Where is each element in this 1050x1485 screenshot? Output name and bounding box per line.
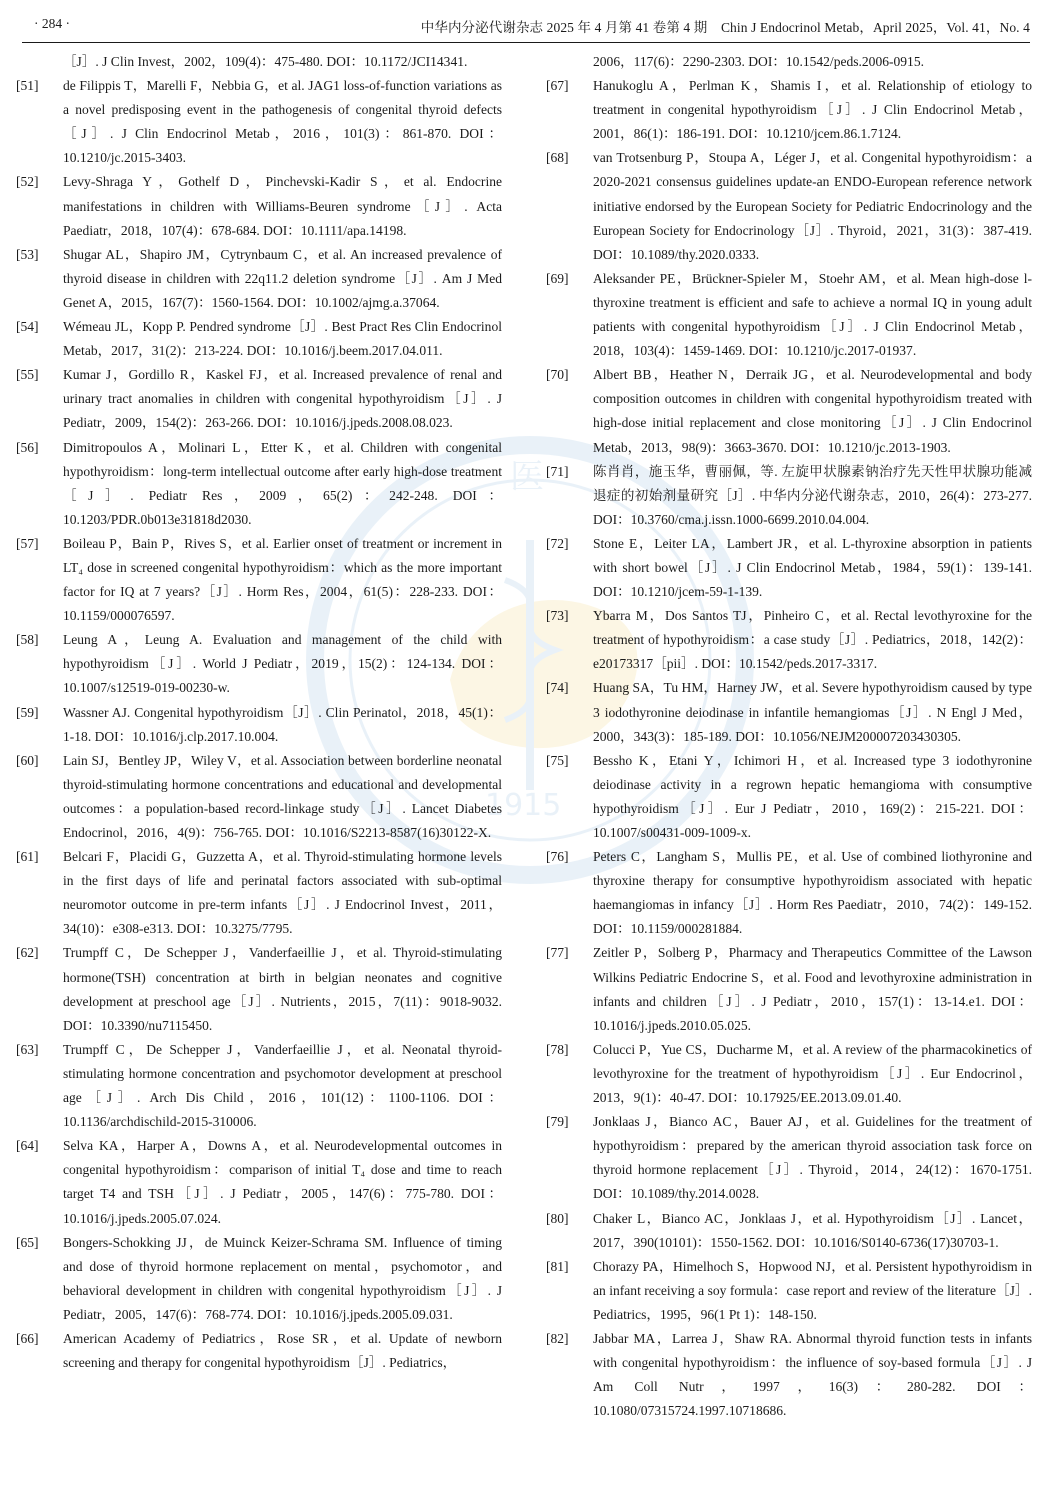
reference-text: Wassner AJ. Congenital hypothyroidism［J］. Clin Perinatol，2018，45(1)：1-18. DOI：10.1016/j.clp.2017.10.004. [63, 704, 502, 744]
reference-item [546, 604, 1032, 676]
reference-number: [59] [16, 704, 39, 720]
reference-item [546, 845, 1032, 941]
reference-item [546, 74, 1032, 146]
page-number: · 284 · [34, 16, 70, 31]
reference-number: [71] [546, 463, 569, 479]
reference-text: Bongers-Schokking JJ，de Muinck Keizer-Schrama SM. Influence of timing and dose of thyroid hormone replacement on mental，psychomotor，and behavioral development in children with congenital hypothyroidism［J］. J Pediatr，2005，147(6)：768-774. DOI：10.1016/j.jpeds.2005.09.031. [63, 1234, 502, 1322]
reference-item [16, 845, 502, 941]
reference-continuation: 2006，117(6)：2290-2303. DOI：10.1542/peds.2006-0915. [593, 54, 924, 69]
reference-item [16, 532, 502, 628]
reference-number: [72] [546, 535, 569, 551]
reference-item [16, 1327, 502, 1375]
reference-item [16, 170, 502, 242]
reference-text: Shugar AL，Shapiro JM，Cytrynbaum C，et al. An increased prevalence of thyroid disease in children with 22q11.2 deletion syndrome［J］. Am J Med Genet A，2015，167(7)：1560-1564. DOI：10.1002/ajmg.a.37064. [63, 246, 502, 310]
reference-item [546, 676, 1032, 748]
reference-item [16, 628, 502, 700]
reference-text: Aleksander PE，Brückner-Spieler M，Stoehr AM，et al. Mean high-dose l-thyroxine treatment is efficient and safe to achieve a normal IQ in young adult patients with congenital hypothyroidism［J］. J Clin Endocrinol Metab，2018，103(4)：1459-1469. DOI：10.1210/jc.2017-01937. [593, 270, 1032, 359]
reference-item [16, 749, 502, 845]
reference-number: [74] [546, 680, 569, 696]
reference-text: Bessho K，Etani Y，Ichimori H，et al. Increased type 3 iodothyronine deiodinase activity in a regrown hepatic hemangioma with consumptive hypothyroidism［J］. Eur J Pediatr，2010，169(2)：215-221. DOI：10.1007/s00431-009-1009-x. [593, 752, 1032, 840]
reference-text: Dimitropoulos A，Molinari L，Etter K，et al. Children with congenital hypothyroidism：long-term intellectual outcome after early high-dose treatment［J］. Pediatr Res，2009，65(2)：242-248. DOI：10.1203/PDR.0b013e31818d2030. [63, 439, 502, 527]
reference-number: [70] [546, 367, 569, 383]
left-column [16, 50, 502, 1375]
reference-number: [56] [16, 439, 39, 455]
reference-number: [81] [546, 1258, 569, 1274]
reference-number: [63] [16, 1041, 39, 1057]
reference-number: [51] [16, 78, 39, 94]
reference-item [16, 701, 502, 749]
reference-item [546, 532, 1032, 604]
reference-text: Lain SJ，Bentley JP，Wiley V，et al. Association between borderline neonatal thyroid-stimulating hormone concentrations and educational and developmental outcomes：a population-based record-linkage study［J］. Lancet Diabetes Endocrinol，2016，4(9)：756-765. DOI：10.1016/S2213-8587(16)30122-X. [63, 752, 502, 840]
reference-text: Levy-Shraga Y，Gothelf D，Pinchevski-Kadir S，et al. Endocrine manifestations in children with Williams-Beuren syndrome［J］. Acta Paediatr，2018，107(4)：678-684. DOI：10.1111/apa.14198. [63, 174, 502, 238]
reference-text: Huang SA，Tu HM，Harney JW，et al. Severe hypothyroidism caused by type 3 iodothyronine deiodinase in infantile hemangiomas［J］. N Engl J Med，2000，343(3)：185-189. DOI：10.1056/NEJM200007203430305. [593, 680, 1032, 744]
reference-number: [65] [16, 1234, 39, 1250]
reference-item [546, 1255, 1032, 1327]
reference-item [16, 1134, 502, 1230]
reference-item [546, 146, 1032, 266]
reference-number: [53] [16, 246, 39, 262]
reference-number: [67] [546, 78, 569, 94]
reference-number: [57] [16, 535, 39, 551]
reference-number: [82] [546, 1330, 569, 1346]
reference-text: Belcari F，Placidi G，Guzzetta A，et al. Thyroid-stimulating hormone levels in the first days of life and perinatal factors associated with sub-optimal neuromotor outcome in pre-term infants［J］. J Endocrinol Invest，2011，34(10)：e308-e313. DOI：10.3275/7795. [63, 849, 502, 937]
reference-text: Chaker L，Bianco AC，Jonklaas J，et al. Hypothyroidism［J］. Lancet，2017，390(10101)：1550-1562. DOI：10.1016/S0140-6736(17)30703-1. [593, 1210, 1032, 1250]
reference-text: Jonklaas J，Bianco AC，Bauer AJ，et al. Guidelines for the treatment of hypothyroidism：prepared by the american thyroid association task force on thyroid hormone replacement［J］. Thyroid，2014，24(12)：1670-1751. DOI：10.1089/thy.2014.0028. [593, 1114, 1032, 1202]
reference-item [16, 1038, 502, 1134]
reference-text: Colucci P，Yue CS，Ducharme M，et al. A review of the pharmacokinetics of levothyroxine for the treatment of hypothyroidism［J］. Eur Endocrinol，2013，9(1)：40-47. DOI：10.17925/EE.2013.09.01.40. [593, 1041, 1032, 1106]
reference-number: [64] [16, 1138, 39, 1154]
reference-text: Boileau P，Bain P，Rives S，et al. Earlier onset of treatment or increment in LT₄ dose in screened congenital hypothyroidism：which as the more important factor for IQ at 7 years?［J］. Horm Res，2004，61(5)：228-233. DOI：10.1159/000076597. [63, 535, 502, 624]
reference-item [16, 74, 502, 170]
reference-text: Leung A，Leung A. Evaluation and management of the child with hypothyroidism［J］. World J Pediatr，2019，15(2)：124-134. DOI：10.1007/s12519-019-00230-w. [63, 632, 502, 696]
journal-running-head: 中华内分泌代谢杂志 2025 年 4 月第 41 卷第 4 期 Chin J Endocrinol Metab，April 2025，Vol. 41，No. 4 [420, 20, 1030, 35]
reference-text: Hanukoglu A，Perlman K，Shamis I，et al. Relationship of etiology to treatment in congenital hypothyroidism［J］. J Clin Endocrinol Metab，2001，86(1)：186-191. DOI：10.1210/jcem.86.1.7124. [593, 78, 1032, 142]
reference-item [546, 749, 1032, 845]
reference-text: Kumar J，Gordillo R，Kaskel FJ，et al. Increased prevalence of renal and urinary tract anomalies in children with congenital hypothyroidism［J］. J Pediatr，2009，154(2)：263-266. DOI：10.1016/j.jpeds.2008.08.023. [63, 367, 502, 431]
reference-item [16, 363, 502, 435]
reference-number: [69] [546, 270, 569, 286]
reference-item [16, 1231, 502, 1327]
reference-text: Ybarra M，Dos Santos TJ，Pinheiro C，et al. Rectal levothyroxine for the treatment of hypothyroidism：a case study［J］. Pediatrics，2018，142(2)：e20173317［pii］. DOI：10.1542/peds.2017-3317. [593, 608, 1032, 672]
reference-number: [75] [546, 752, 569, 768]
reference-text: Wémeau JL，Kopp P. Pendred syndrome［J］. Best Pract Res Clin Endocrinol Metab，2017，31(2)：213-224. DOI：10.1016/j.beem.2017.04.011. [63, 319, 502, 359]
reference-number: [77] [546, 945, 569, 961]
reference-number: [54] [16, 319, 39, 335]
reference-text: Trumpff C，De Schepper J，Vanderfaeillie J，et al. Thyroid-stimulating hormone(TSH) concentration at birth in belgian neonates and cognitive development at preschool age［J］. Nutrients，2015，7(11)：9018-9032. DOI：10.3390/nu7115450. [63, 945, 502, 1033]
seal-year: 1915 [485, 788, 562, 823]
reference-text: American Academy of Pediatrics，Rose SR，et al. Update of newborn screening and therapy for congenital hypothyroidism［J］. Pediatrics， [63, 1330, 502, 1371]
reference-item [546, 1110, 1032, 1206]
seal-character: 医 [510, 457, 544, 497]
reference-item [546, 267, 1032, 363]
reference-text: Albert BB，Heather N，Derraik JG，et al. Neurodevelopmental and body composition outcomes in children with congenital hypothyroidism treated with high-dose initial replacement and close monitoring［J］. J Clin Endocrinol Metab，2013，98(9)：3663-3670. DOI：10.1210/jc.2013-1903. [593, 367, 1032, 455]
reference-number: [60] [16, 752, 39, 768]
reference-number: [61] [16, 849, 39, 865]
reference-number: [78] [546, 1041, 569, 1057]
reference-item [546, 941, 1032, 1037]
reference-text: Jabbar MA，Larrea J，Shaw RA. Abnormal thyroid function tests in infants with congenital hypothyroidism：the influence of soy-based formula［J］. J Am Coll Nutr，1997，16(3)：280-282. DOI：10.1080/07315724.1997.10718686. [593, 1330, 1032, 1419]
reference-continuation: ［J］. J Clin Invest，2002，109(4)：475-480. DOI：10.1172/JCI14341. [63, 54, 468, 69]
reference-number: [80] [546, 1210, 569, 1226]
reference-item [546, 363, 1032, 459]
reference-text: Selva KA，Harper A，Downs A，et al. Neurodevelopmental outcomes in congenital hypothyroidism：comparison of initial T₄ dose and time to reach target T4 and TSH［J］. J Pediatr，2005，147(6)：775-780. DOI：10.1016/j.jpeds.2005.07.024. [63, 1138, 502, 1226]
running-header [22, 16, 1030, 43]
reference-number: [79] [546, 1114, 569, 1130]
reference-item [546, 460, 1032, 532]
reference-text: Stone E，Leiter LA，Lambert JR，et al. L-thyroxine absorption in patients with short bowel［J］. J Clin Endocrinol Metab，1984，59(1)：139-141. DOI：10.1210/jcem-59-1-139. [593, 535, 1032, 600]
reference-text: Chorazy PA，Himelhoch S，Hopwood NJ，et al. Persistent hypothyroidism in an infant receiving a soy formula：case report and review of the literature［J］. Pediatrics，1995，96(1 Pt 1)：148-150. [593, 1258, 1032, 1322]
reference-item [16, 243, 502, 315]
reference-text: Zeitler P，Solberg P，Pharmacy and Therapeutics Committee of the Lawson Wilkins Pediatric Endocrine S，et al. Food and levothyroxine administration in infants and children［J］. J Pediatr，2010，157(1)：13-14.e1. DOI：10.1016/j.jpeds.2010.05.025. [593, 945, 1032, 1033]
reference-text: 陈肖肖，施玉华，曹丽佩，等. 左旋甲状腺素钠治疗先天性甲状腺功能减退症的初始剂量研究［J］. 中华内分泌代谢杂志，2010，26(4)：273-277. DOI：10.3760/cma.j.issn.1000-6699.2010.04.004. [593, 463, 1032, 527]
reference-item [546, 1038, 1032, 1110]
reference-text: Peters C，Langham S，Mullis PE，et al. Use of combined liothyronine and thyroxine therapy for consumptive hypothyroidism associated with hepatic haemangiomas in infancy［J］. Horm Res Paediatr，2010，74(2)：149-152. DOI：10.1159/000281884. [593, 849, 1032, 937]
reference-item [546, 1207, 1032, 1255]
reference-item [16, 436, 502, 532]
right-column [546, 50, 1032, 1423]
reference-item [546, 1327, 1032, 1423]
reference-text: van Trotsenburg P，Stoupa A，Léger J，et al. Congenital hypothyroidism：a 2020-2021 consensus guidelines update-an ENDO-European reference network initiative endorsed by the European Society for Pediatric Endocrinology and the European Society for Endocrinology［J］. Thyroid，2021，31(3)：387-419. DOI：10.1089/thy.2020.0333. [593, 150, 1032, 262]
reference-text: de Filippis T，Marelli F，Nebbia G，et al. JAG1 loss-of-function variations as a novel predisposing event in the pathogenesis of congenital thyroid defects［J］. J Clin Endocrinol Metab，2016，101(3)：861-870. DOI：10.1210/jc.2015-3403. [63, 78, 502, 166]
reference-list-right [546, 74, 1032, 1423]
reference-text: Trumpff C，De Schepper J，Vanderfaeillie J，et al. Neonatal thyroid-stimulating hormone concentration and psychomotor development at preschool age［J］. Arch Dis Child，2016，101(12)：1100-1106. DOI：10.1136/archdischild-2015-310006. [63, 1041, 502, 1130]
reference-number: [76] [546, 849, 569, 865]
reference-number: [62] [16, 945, 39, 961]
reference-number: [66] [16, 1330, 39, 1346]
reference-item [16, 315, 502, 363]
reference-list-left [16, 74, 502, 1375]
reference-number: [73] [546, 608, 569, 624]
reference-number: [55] [16, 367, 39, 383]
reference-number: [52] [16, 174, 39, 190]
reference-item [16, 941, 502, 1037]
reference-number: [68] [546, 150, 569, 166]
reference-number: [58] [16, 632, 39, 648]
